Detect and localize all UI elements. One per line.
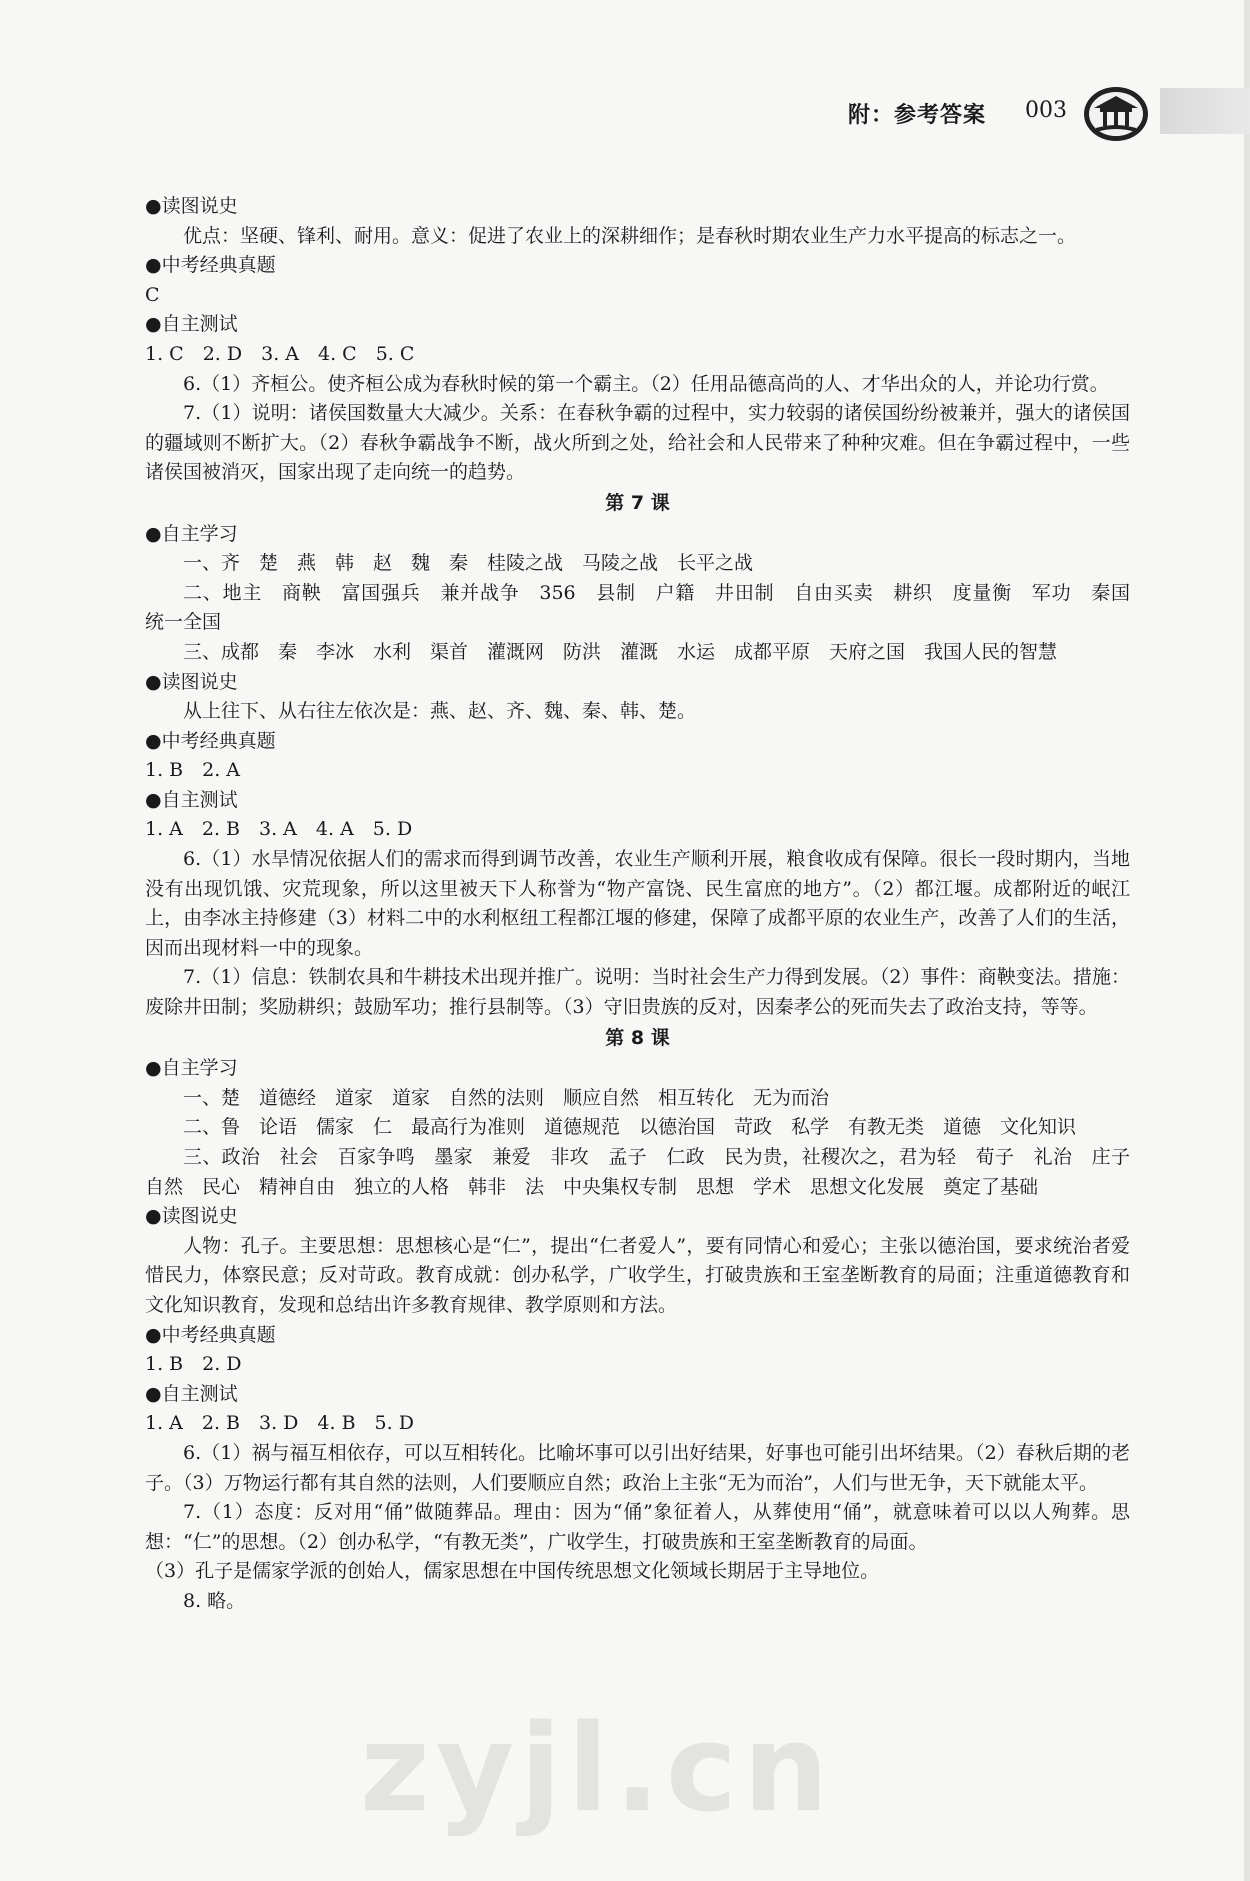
answer-paragraph: 6.（1）齐桓公。使齐桓公成为春秋时候的第一个霸主。（2）任用品德高尚的人、才华出众的人，并论功行赏。 — [183, 372, 1109, 395]
answer-line: C — [145, 283, 160, 306]
answer-line: 1. B 2. D — [145, 1353, 242, 1376]
header-gray-bar — [1160, 88, 1250, 134]
section-heading: ● 中考经典真题 — [145, 727, 1130, 757]
page-edge-shadow — [1244, 0, 1250, 1881]
page-number: 003 — [1025, 98, 1067, 123]
lesson-title: 第 8 课 — [605, 1026, 670, 1049]
answer-line: 1. B 2. A — [145, 759, 241, 782]
answer-paragraph: 人物：孔子。主要思想：思想核心是“仁”，提出“仁者爱人”，要有同情心和爱心；主张以德治国，要求统治者爱惜民力，体察民意；反对苛政。教育成就：创办私学，广收学生，打破贵族和王室垄断教育的局面；注重道德教育和文化知识教育，发现和总结出许多教育规律、教学原则和方法。 — [145, 1234, 1130, 1316]
section-heading: ● 自主测试 — [145, 786, 1130, 816]
answer-paragraph: 二、地主 商鞅 富国强兵 兼并战争 356 县制 户籍 井田制 自由买卖 耕织 度量衡 军功 秦国 统一全国 — [145, 581, 1150, 634]
header-title: 附：参考答案 — [848, 103, 987, 128]
answer-content — [145, 192, 1150, 1617]
answer-paragraph: 6.（1）祸与福互相依存，可以互相转化。比喻坏事可以引出好结果，好事也可能引出坏结果。（2）春秋后期的老子。（3）万物运行都有其自然的法则，人们要顺应自然；政治上主张“无为而治”，人们与世无争，天下就能太平。 — [145, 1441, 1130, 1494]
answer-paragraph: 6.（1）水旱情况依据人们的需求而得到调节改善，农业生产顺利开展，粮食收成有保障。很长一段时期内，当地没有出现饥饿、灾荒现象，所以这里被天下人称誉为“物产富饶、民生富庶的地方”。（2）都江堰。成都附近的岷江上，由李冰主持修建（3）材料二中的水利枢纽工程都江堰的修建，保障了成都平原的农业生产，改善了人们的生活，因而出现材料一中的现象。 — [145, 848, 1130, 959]
answer-paragraph: 二、鲁 论语 儒家 仁 最高行为准则 道德规范 以德治国 苛政 私学 有教无类 道德 文化知识 — [183, 1116, 1077, 1139]
section-heading: ● 自主测试 — [145, 310, 1130, 340]
pavilion-emblem-icon — [1078, 84, 1156, 144]
answer-paragraph: 8. 略。 — [183, 1589, 246, 1612]
section-heading: ● 中考经典真题 — [145, 1321, 1130, 1351]
answer-line: 1. A 2. B 3. A 4. A 5. D — [145, 818, 413, 841]
section-heading: ● 自主测试 — [145, 1380, 1130, 1410]
answer-paragraph: 7.（1）信息：铁制农具和牛耕技术出现并推广。说明：当时社会生产力得到发展。（2）事件：商鞅变法。措施：废除井田制；奖励耕织；鼓励军功；推行县制等。（3）守旧贵族的反对，因秦孝公的死而失去了政治支持，等等。 — [145, 966, 1130, 1019]
section-heading: ● 读图说史 — [145, 1202, 1130, 1232]
answer-paragraph: 一、齐 楚 燕 韩 赵 魏 秦 桂陵之战 马陵之战 长平之战 — [183, 552, 754, 575]
section-heading: ● 自主学习 — [145, 520, 1130, 550]
answer-paragraph: 三、政治 社会 百家争鸣 墨家 兼爱 非攻 孟子 仁政 民为贵，社稷次之，君为轻 荀子 礼治 庄子 自然 民心 精神自由 独立的人格 韩非 法 中央集权专制 思想 学术 思想文化发展 奠定了基础 — [145, 1146, 1150, 1198]
section-heading: ● 自主学习 — [145, 1054, 1130, 1084]
answer-paragraph: 7.（1）态度：反对用“俑”做随葬品。理由：因为“俑”象征着人，从葬使用“俑”，就意味着可以以人殉葬。思想：“仁”的思想。（2）创办私学，“有教无类”，广收学生，打破贵族和王室垄断教育的局面。 — [145, 1501, 1130, 1553]
answer-paragraph: 7.（1）说明：诸侯国数量大大减少。关系：在春秋争霸的过程中，实力较弱的诸侯国纷纷被兼并，强大的诸侯国的疆域则不断扩大。（2）春秋争霸战争不断，战火所到之处，给社会和人民带来了种种灾难。但在争霸过程中，一些诸侯国被消灭，国家出现了走向统一的趋势。 — [145, 402, 1130, 484]
answer-paragraph: 三、成都 秦 李冰 水利 渠首 灌溉网 防洪 灌溉 水运 成都平原 天府之国 我国人民的智慧 — [183, 640, 1058, 663]
page-header — [0, 84, 1250, 144]
section-heading: ● 读图说史 — [145, 668, 1130, 698]
answer-paragraph: 一、楚 道德经 道家 道家 自然的法则 顺应自然 相互转化 无为而治 — [183, 1086, 830, 1109]
watermark: zyjl.cn — [360, 1700, 835, 1839]
answer-paragraph: 从上往下、从右往左依次是：燕、赵、齐、魏、秦、韩、楚。 — [183, 700, 697, 723]
section-heading: ● 读图说史 — [145, 192, 1130, 222]
section-heading: ● 中考经典真题 — [145, 251, 1130, 281]
answer-paragraph: 优点：坚硬、锋利、耐用。意义：促进了农业上的深耕细作；是春秋时期农业生产力水平提高的标志之一。 — [183, 224, 1077, 247]
answer-line: （3）孔子是儒家学派的创始人，儒家思想在中国传统思想文化领域长期居于主导地位。 — [145, 1560, 880, 1583]
answer-line: 1. A 2. B 3. D 4. B 5. D — [145, 1412, 414, 1435]
lesson-title: 第 7 课 — [605, 491, 670, 514]
answer-line: 1. C 2. D 3. A 4. C 5. C — [145, 342, 415, 365]
